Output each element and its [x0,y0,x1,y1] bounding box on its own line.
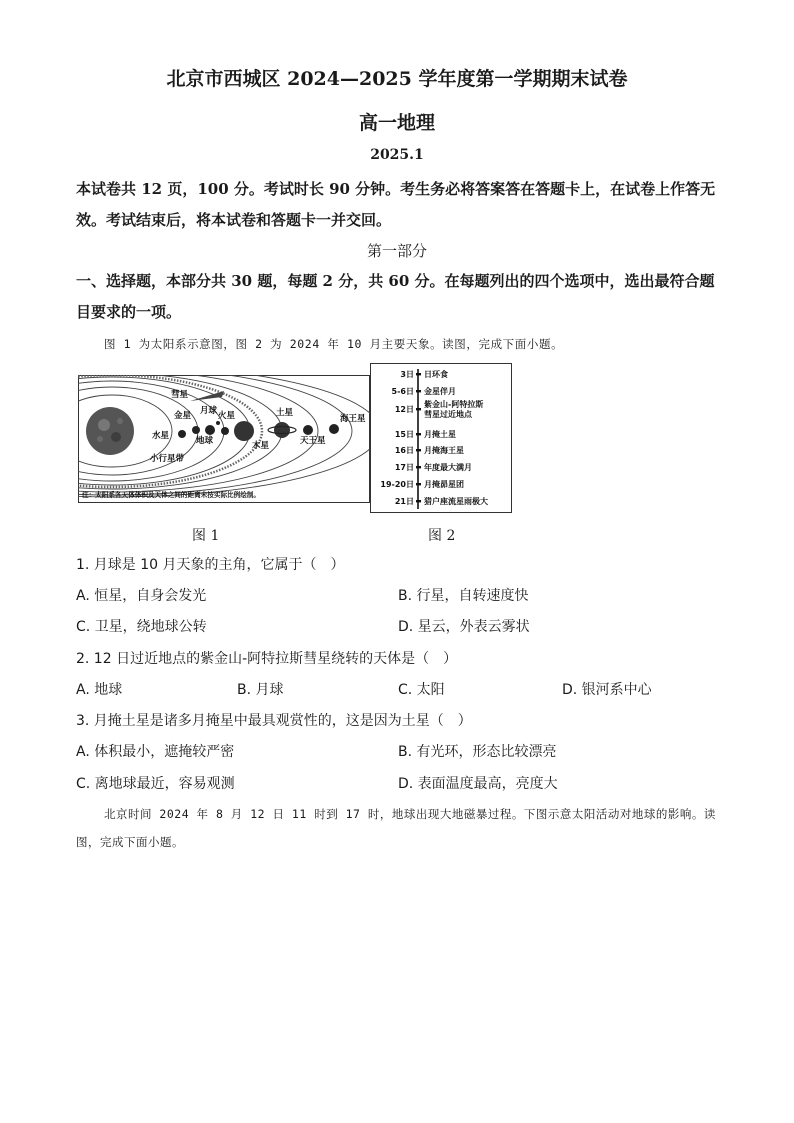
timeline-day-6: 19-20日 [380,480,414,489]
timeline-tick-3 [416,433,421,435]
label-asteroid-belt: 小行星带 [150,454,185,464]
label-saturn: 土星 [276,408,294,418]
exam-date: 2025.1 [370,147,424,163]
figure-2-caption: 图 2 [428,528,456,544]
label-jupiter: 木星 [252,441,270,451]
label-comet: 彗星 [171,390,189,400]
timeline-event-7: 猎户座流星雨极大 [424,497,488,506]
label-moon: 月球 [200,406,218,416]
exam-instructions: 本试卷共 12 页，100 分。考试时长 90 分钟。考生务必将答案答在答题卡上，在试卷上作答无效。考试结束后，将本试卷和答题卡一并交回。 [76,180,716,229]
timeline-day-4: 16日 [394,446,414,455]
timeline-event-2: 紫金山-阿特拉斯彗星过近地点 [424,400,484,419]
question-1-option-c[interactable]: C. 卫星，绕地球公转 [76,619,207,635]
intro-question-group-2: 北京时间 2024 年 8 月 12 日 11 时到 17 时，地球出现大地磁暴过程。下图示意太阳活动对地球的影响。读图，完成下面小题。 [76,807,716,849]
label-uranus: 天王星 [300,436,326,446]
question-1-stem: 1. 月球是 10 月天象的主角，它属于（ ） [76,557,345,573]
timeline-event-3: 月掩土星 [424,430,456,439]
timeline-day-2: 12日 [394,405,414,414]
timeline-event-1: 金星伴月 [424,387,456,396]
timeline-tick-1 [416,390,421,392]
question-2-option-a[interactable]: A. 地球 [76,682,123,698]
part-heading: 第一部分 [366,242,427,260]
timeline-tick-2 [416,408,421,410]
question-1-option-b[interactable]: B. 行星，自转速度快 [398,588,529,604]
page-title: 北京市西城区 2024—2025 学年度第一学期期末试卷 [166,68,628,90]
label-earth: 地球 [196,436,214,446]
sun-icon [86,407,134,455]
timeline-event-6: 月掩昴星团 [424,480,464,489]
subject-title: 高一地理 [358,112,435,134]
label-mars: 火星 [218,411,236,421]
uranus-icon [303,425,313,435]
label-mercury: 水星 [152,431,170,441]
timeline-event-4: 月掩海王星 [424,446,464,455]
timeline-tick-4 [416,449,421,451]
label-venus: 金星 [174,411,192,421]
timeline-day-5: 17日 [394,463,414,472]
timeline-event-0: 日环食 [424,370,448,379]
question-3-option-a[interactable]: A. 体积最小，遮掩较严密 [76,744,235,760]
question-1-option-a[interactable]: A. 恒星，自身会发光 [76,588,207,604]
mars-icon [221,427,229,435]
question-3-option-c[interactable]: C. 离地球最近，容易观测 [76,776,235,792]
saturn-icon [274,422,290,438]
question-2-option-c[interactable]: C. 太阳 [398,682,445,698]
question-3-option-b[interactable]: B. 有光环，形态比较漂亮 [398,744,557,760]
earth-icon [205,425,215,435]
question-2-stem: 2. 12 日过近地点的紫金山-阿特拉斯彗星绕转的天体是（ ） [76,651,458,667]
figure-2-event-timeline [370,363,512,513]
label-neptune: 海王星 [340,414,366,424]
question-3-option-d[interactable]: D. 表面温度最高，亮度大 [398,776,558,792]
neptune-icon [329,424,339,434]
question-1-option-d[interactable]: D. 星云，外表云雾状 [398,619,530,635]
figure-1-caption: 图 1 [192,528,220,544]
question-2-option-d[interactable]: D. 银河系中心 [562,682,652,698]
timeline-day-7: 21日 [394,497,414,506]
timeline-day-1: 5-6日 [391,387,414,396]
section-heading: 一、选择题，本部分共 30 题，每题 2 分，共 60 分。在每题列出的四个选项中，选出最符合题目要求的一项。 [76,272,715,321]
mercury-icon [178,430,186,438]
figure-1-note: 注：太阳系各天体体积及天体之间的距离未按实际比例绘制。 [82,491,261,499]
question-2-option-b[interactable]: B. 月球 [237,682,284,698]
timeline-tick-6 [416,483,421,485]
venus-icon [192,426,200,434]
jupiter-icon [234,421,254,441]
intro-question-group-1: 图 1 为太阳系示意图，图 2 为 2024 年 10 月主要天象。读图，完成下面小题。 [104,337,564,351]
timeline-day-3: 15日 [394,430,414,439]
moon-icon [216,421,220,425]
figure-1-solar-system [78,375,370,503]
timeline-tick-0 [416,373,421,375]
timeline-tick-5 [416,466,421,468]
timeline-event-5: 年度最大满月 [424,463,472,472]
timeline-day-0: 3日 [400,370,414,379]
question-3-stem: 3. 月掩土星是诸多月掩星中最具观赏性的，这是因为土星（ ） [76,713,472,729]
timeline-tick-7 [416,500,421,502]
